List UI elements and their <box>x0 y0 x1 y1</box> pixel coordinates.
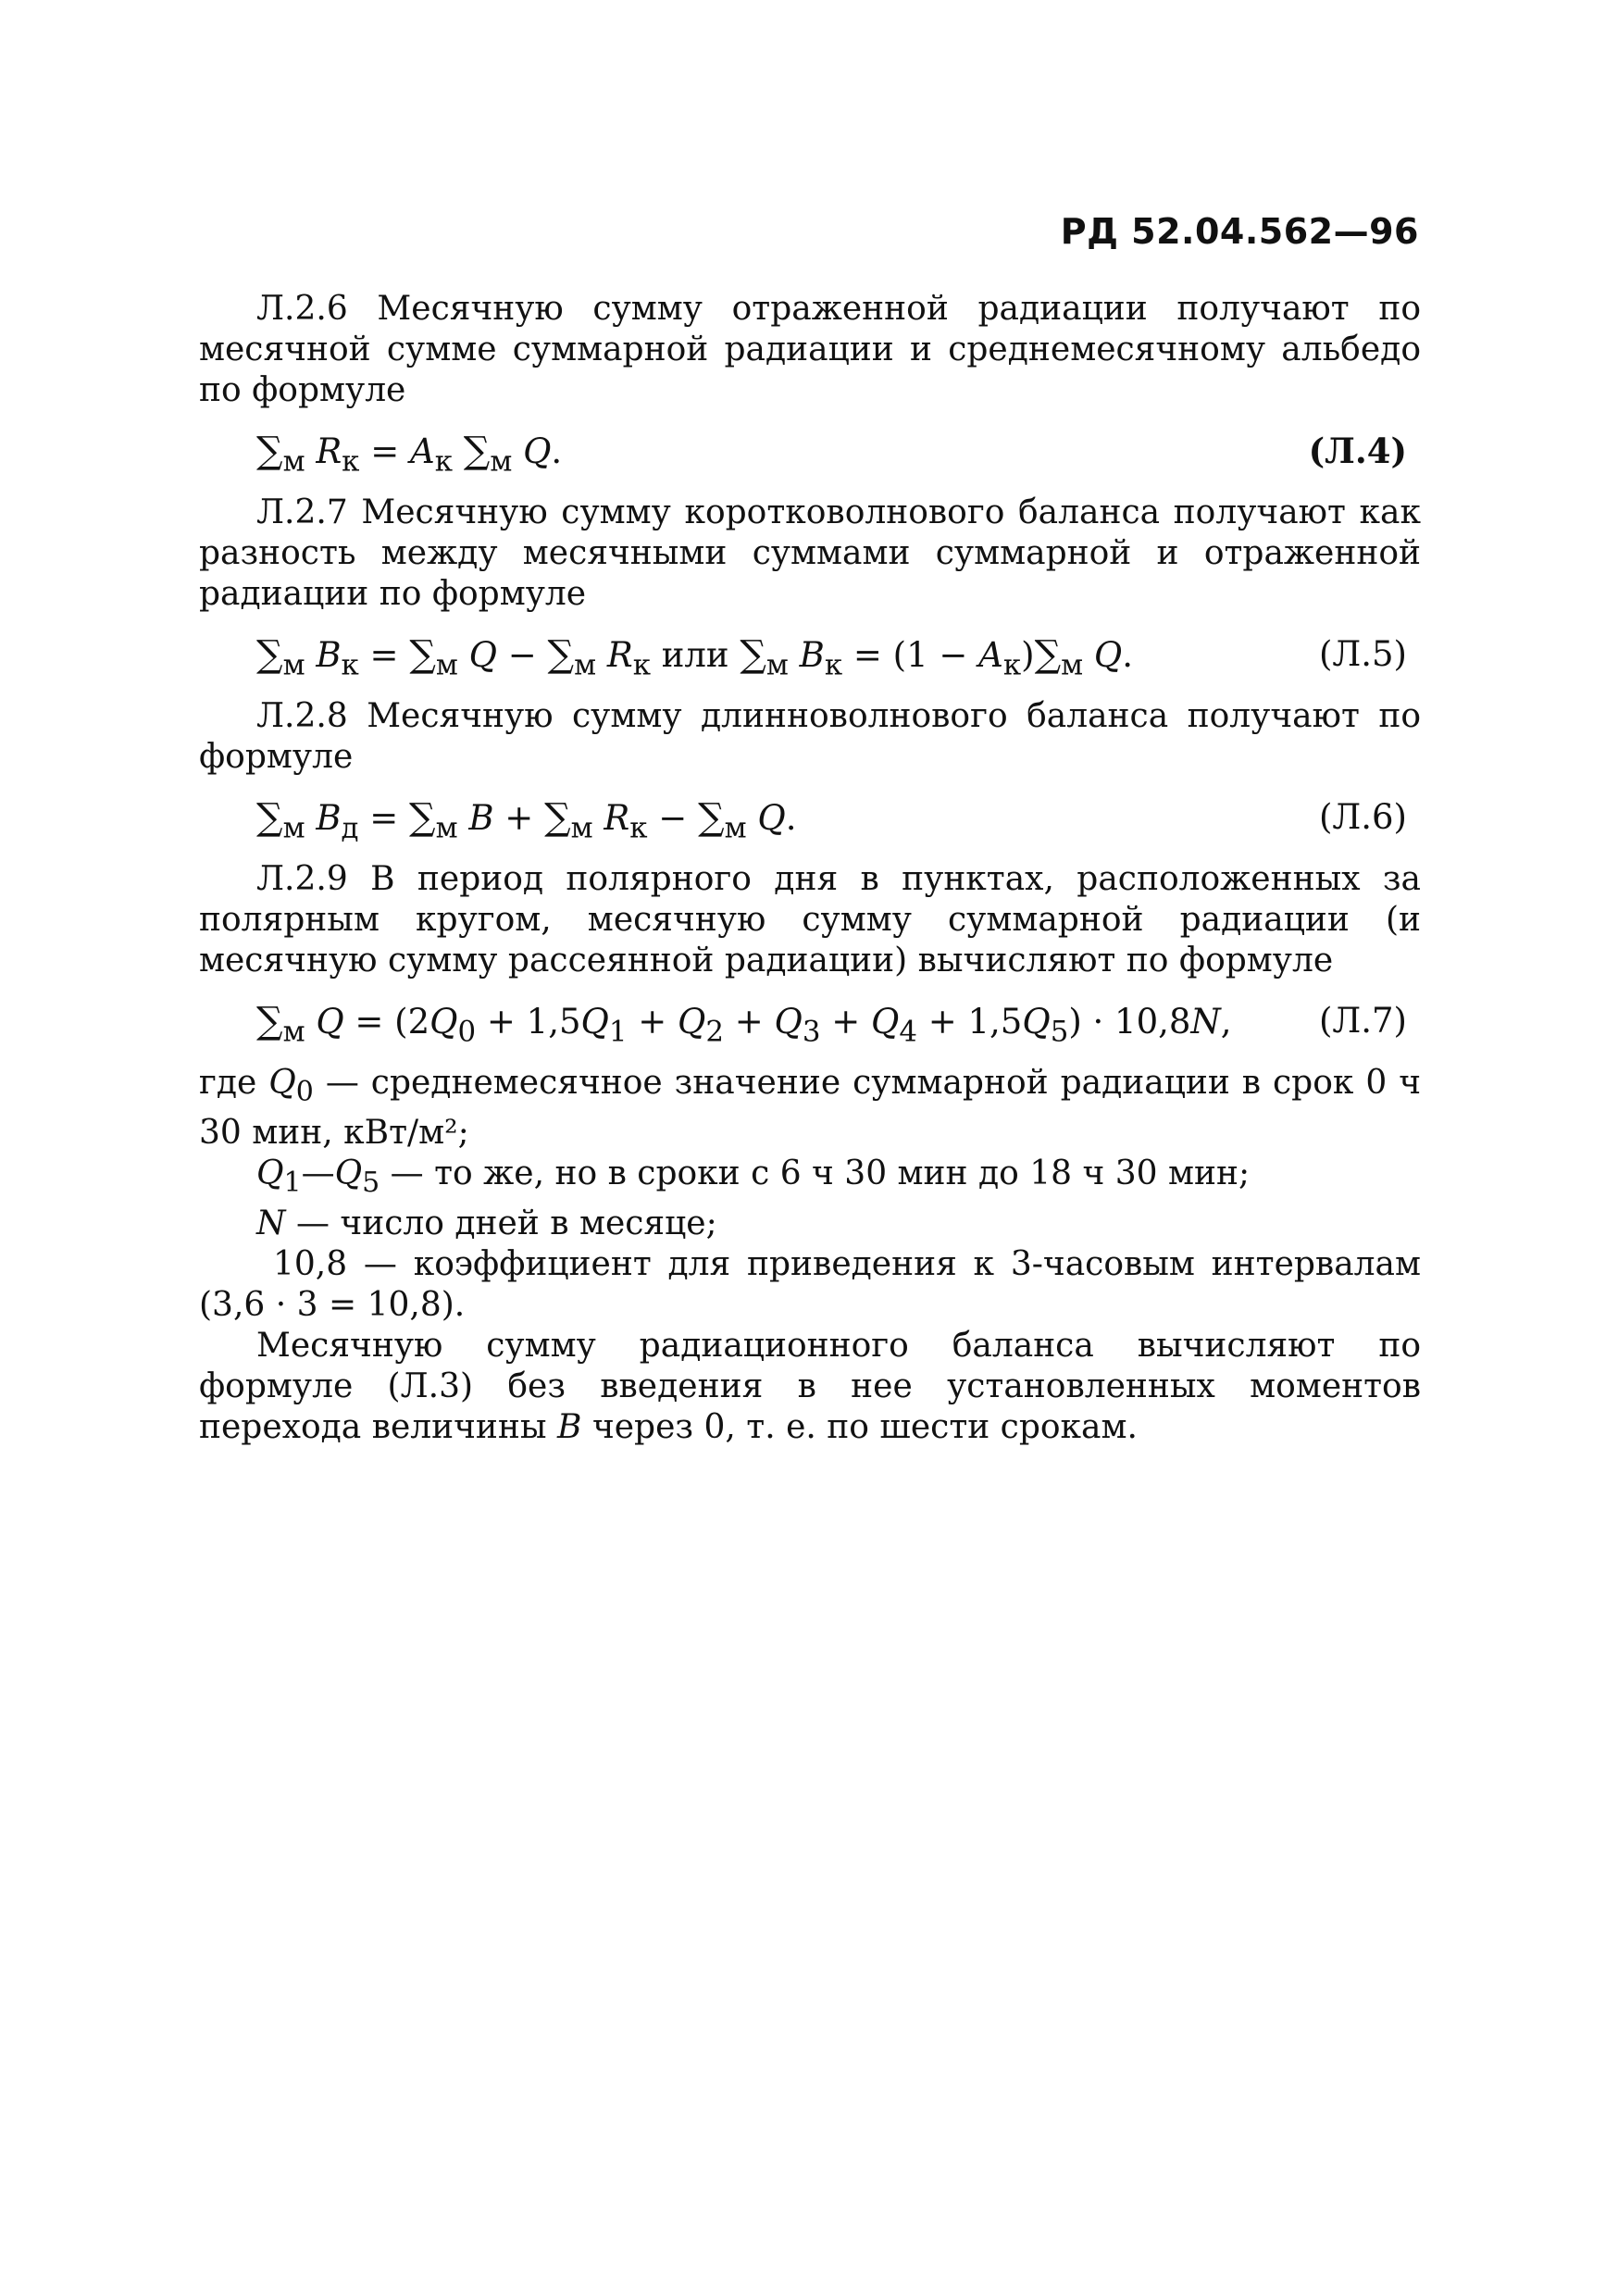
paragraph-l28: Л.2.8 Месячную сумму длинноволнового баланса получают по формуле <box>199 697 1421 776</box>
formula-l5 <box>256 628 1421 681</box>
formula-l5-number: (Л.5) <box>1318 634 1407 674</box>
formula-l6-number: (Л.6) <box>1318 797 1407 837</box>
formula-l7-number: (Л.7) <box>1318 1001 1407 1041</box>
formula-l6-expression: $\sum_м$ $B_д = \sum_м$ $B + \sum_м$ $R_к - \sum_м$ Q. <box>256 796 797 845</box>
formula-l4-expression: $\sum_м$ $R_к = A_к$ $\sum_м$ Q. <box>256 430 563 479</box>
paragraph-final-part1: Месячную сумму радиационного баланса вычисляют по формуле (Л.3) без введения в нее установленных моментов перехода величины <box>199 1327 1421 1447</box>
formula-l7-expression: $\sum_м$ $Q = (2Q_0 + 1,5Q_1 + Q_2 + Q_3 + Q_4 + 1,5Q_5) \cdot 10,8N$, <box>256 1000 1232 1049</box>
formula-l5-expression: $\sum_м$ $B_к = \sum_м$ $Q - \sum_м$ $R_к$ или $\sum_м$ $B_к = (1 - A_к)\sum_м$ Q. <box>256 633 1134 682</box>
definition-coefficient <box>199 1244 1421 1326</box>
formula-l7 <box>256 994 1421 1048</box>
definition-q1-q5: $Q_1—Q_5$ — то же, но в сроки с 6 ч 30 мин до 18 ч 30 мин; <box>256 1154 1251 1200</box>
definition-q1-q5-text: — то же, но в сроки с 6 ч 30 мин до 18 ч 30 мин; <box>390 1154 1251 1193</box>
paragraph-final: Месячную сумму радиационного баланса вычисляют по формуле (Л.3) без введения в нее установленных моментов перехода величины B через 0, т. е. по шести срокам. <box>199 1327 1421 1447</box>
definition-n-text: — число дней в месяце; <box>295 1204 717 1243</box>
definition-q0: где $Q_0$ — среднемесячное значение суммарной радиации в срок 0 ч 30 мин, кВт/м²; <box>199 1064 1421 1153</box>
paragraph-l27: Л.2.7 Месячную сумму коротковолнового баланса получают как разность между месячными суммами суммарной и отраженной радиации по формуле <box>199 493 1421 613</box>
paragraph-final-part2: через 0, т. е. по шести срокам. <box>591 1408 1138 1447</box>
definition-coefficient-text: 10,8 — коэффициент для приведения к 3-часовым интервалам (3,6 · 3 = 10,8). <box>199 1245 1421 1325</box>
definition-n: N — число дней в месяце; <box>256 1204 717 1243</box>
document-body <box>199 289 1421 1448</box>
formula-l6 <box>256 791 1421 844</box>
definition-q0-text: — среднемесячное значение суммарной радиации в срок 0 ч 30 мин, кВт/м²; <box>199 1064 1421 1153</box>
paragraph-l29: Л.2.9 В период полярного дня в пунктах, расположенных за полярным кругом, месячную сумму суммарной радиации (и месячную сумму рассеянной радиации) вычисляют по формуле <box>199 860 1421 980</box>
formula-l4 <box>256 424 1421 478</box>
document-header: РД 52.04.562—96 <box>1060 211 1419 252</box>
formula-l4-number: (Л.4) <box>1308 430 1407 471</box>
paragraph-l26: Л.2.6 Месячную сумму отраженной радиации получают по месячной сумме суммарной радиации и среднемесячному альбедо по формуле <box>199 290 1421 409</box>
